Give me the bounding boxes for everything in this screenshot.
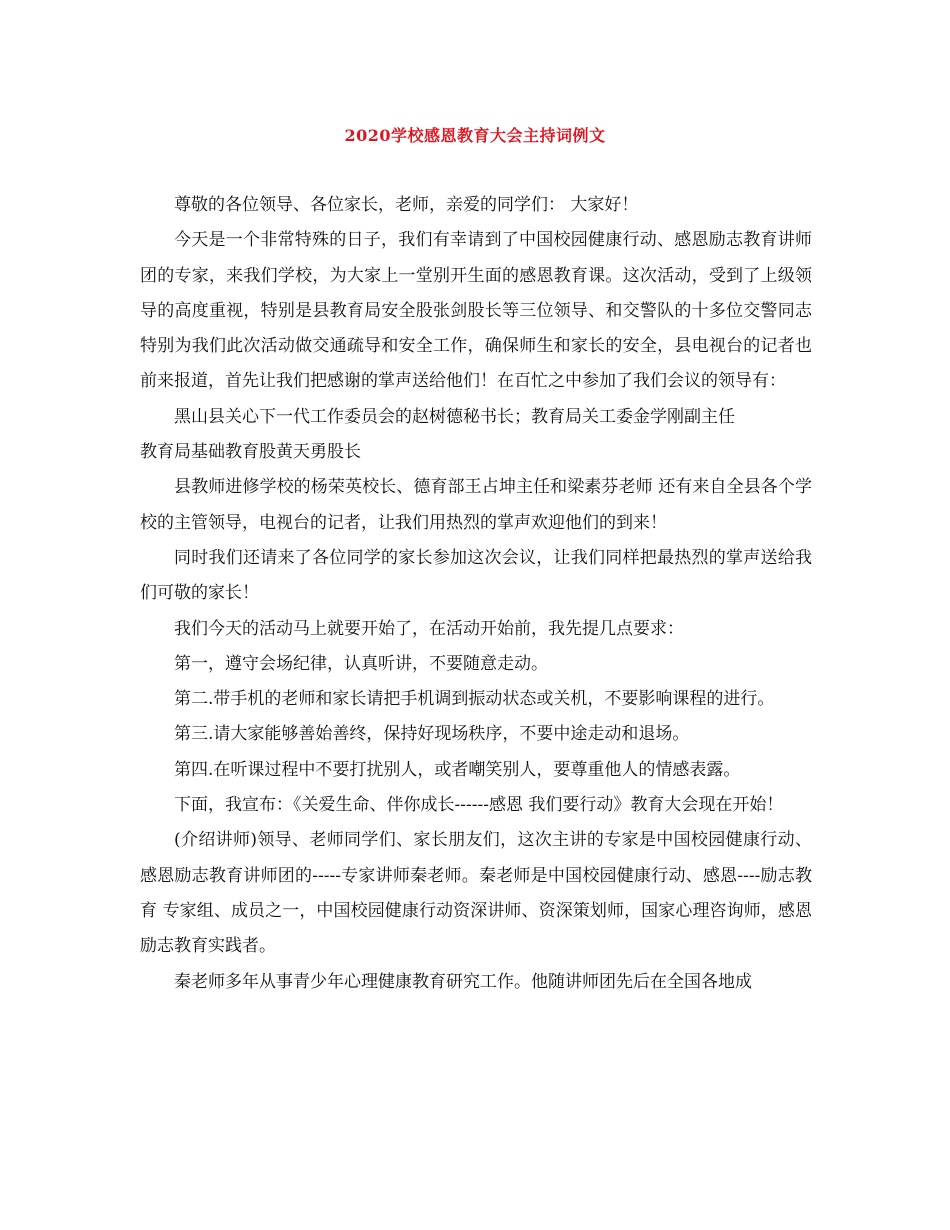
paragraph-parents: 同时我们还请来了各位同学的家长参加这次会议，让我们同样把最热烈的掌声送给我们可敬的家长！ [140,547,812,604]
document-title: 2020学校感恩教育大会主持词例文 [344,126,606,145]
paragraph-requirement-1: 第一，遵守会场纪律，认真听讲，不要随意走动。 [174,653,548,674]
paragraph-greeting: 尊敬的各位领导、各位家长，老师，亲爱的同学们： 大家好！ [174,195,639,215]
paragraph-announcement: 下面，我宣布：《关爱生命、伴你成长------感恩 我们要行动》教育大会现在开始！ [174,795,784,816]
paragraph-requirement-4: 第四.在听课过程中不要打扰别人，或者嘲笑别人，要尊重他人的情感表露。 [174,759,741,780]
paragraph-leader-1: 黑山县关心下一代工作委员会的赵树德秘书长；教育局关工委金学刚副主任 [174,406,735,427]
paragraph-requirements-intro: 我们今天的活动马上就要开始了，在活动开始前，我先提几点要求： [174,618,684,639]
paragraph-speaker-intro: (介绍讲师)领导、老师同学们、家长朋友们，这次主讲的专家是中国校园健康行动、感恩励志教育讲师团的-----专家讲师秦老师。秦老师是中国校园健康行动、感恩----励志教育 专家组、成员之一，中国校园健康行动资深讲师、资深策划师，国家心理咨询师，感恩励志教育实践者。 [140,830,812,957]
paragraph-introduction: 今天是一个非常特殊的日子，我们有幸请到了中国校园健康行动、感恩励志教育讲师团的专家，来我们学校，为大家上一堂别开生面的感恩教育课。这次活动，受到了上级领导的高度重视，特别是县教育局安全股张剑股长等三位领导、和交警队的十多位交警同志特别为我们此次活动做交通疏导和安全工作，确保师生和家长的安全，县电视台的记者也前来报道，首先让我们把感谢的掌声送给他们！在百忙之中参加了我们会议的领导有： [140,230,812,392]
document-body [140,188,812,1000]
paragraph-requirement-3: 第三.请大家能够善始善终，保持好现场秩序，不要中途走动和退场。 [174,724,690,745]
paragraph-leader-3: 县教师进修学校的杨荣英校长、德育部王占坤主任和梁素芬老师 还有来自全县各个学校的主管领导，电视台的记者，让我们用热烈的掌声欢迎他们的到来！ [140,477,812,533]
paragraph-speaker-background: 秦老师多年从事青少年心理健康教育研究工作。他随讲师团先后在全国各地成 [174,971,752,992]
paragraph-requirement-2: 第二.带手机的老师和家长请把手机调到振动状态或关机，不要影响课程的进行。 [174,689,775,710]
paragraph-leader-2: 教育局基础教育股黄天勇股长 [140,442,361,463]
